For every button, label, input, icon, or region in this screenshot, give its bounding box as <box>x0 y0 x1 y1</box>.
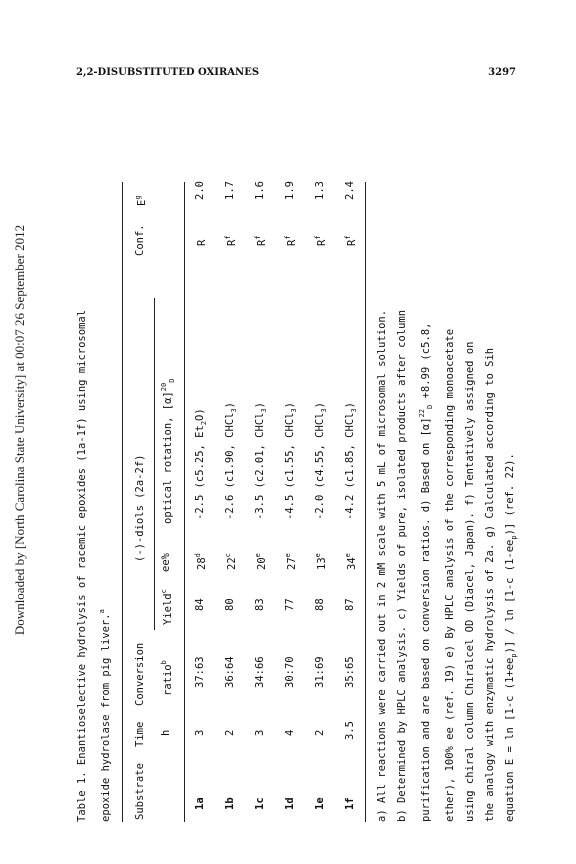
cell-ratio: 30:70 <box>284 656 296 688</box>
col-time-header: Time <box>134 721 146 747</box>
cell-e: 1.3 <box>314 181 326 200</box>
cell-yield: 77 <box>284 598 296 611</box>
cell-time: 3 <box>194 729 206 736</box>
cell-yield: 87 <box>344 598 356 611</box>
rotated-table-block <box>60 80 518 840</box>
cell-substrate: 1c <box>254 797 266 810</box>
cell-conf: $R^f$ <box>254 235 268 246</box>
col-ratio-header: ratio$^b$ <box>160 660 174 696</box>
cell-ratio: 36:64 <box>224 656 236 688</box>
footnote-line: using chiral column Chiralcel OD (Diacel, Japan). f) Tentatively assigned on <box>464 341 476 822</box>
cell-conf: $R^f$ <box>284 235 298 246</box>
cell-ee: 20e <box>254 553 268 570</box>
cell-rotation: -2.0 (c4.55, CHCl$_3$) <box>314 401 328 520</box>
cell-ee: 27e <box>284 553 298 570</box>
cell-rotation: -2.6 (c1.90, CHCl$_3$) <box>224 401 238 520</box>
cell-e: 1.6 <box>254 181 266 200</box>
cell-e: 1.9 <box>284 181 296 200</box>
cell-conf: $R^f$ <box>314 235 328 246</box>
cell-conf: R <box>196 239 208 246</box>
cell-e: 1.7 <box>224 181 236 200</box>
footnote-line: ether), 100% ee (ref. 19) e) By HPLC analysis of the corresponding monoacetate <box>444 328 456 822</box>
footnote-line: b) Determined by HPLC analysis. c) Yields of pure, isolated products after column <box>396 309 408 822</box>
cell-time: 2 <box>224 729 236 736</box>
col-conversion-header: Conversion <box>134 642 146 706</box>
download-watermark: Downloaded by [North Carolina State University] at 00:07 26 September 2012 <box>12 224 27 636</box>
cell-rotation: -3.5 (c2.01, CHCl$_3$) <box>254 401 268 520</box>
cell-yield: 88 <box>314 598 326 611</box>
col-time-unit: h <box>160 729 172 736</box>
footnote-line: equation E = ln [1-c $(1+ee_p)] / \ln [1-c$ $(1-ee_p)$] (ref. 22). <box>504 453 518 822</box>
cell-conf: $R^f$ <box>344 235 358 246</box>
col-rotation-header: optical rotation, $[\alpha]^{20}_D$ <box>160 378 176 524</box>
col-conf-header: Conf. <box>134 224 146 256</box>
cell-substrate: 1b <box>224 797 236 810</box>
cell-time: 3.5 <box>344 721 356 740</box>
cell-rotation: -2.5 (c5.25, $Et_2O$) <box>194 408 208 520</box>
cell-ee: 13e <box>314 553 328 570</box>
cell-time: 2 <box>314 729 326 736</box>
col-diols-group-header: (-)-diols (2a-2f) <box>134 454 146 562</box>
table-caption <box>72 102 116 822</box>
cell-substrate: 1a <box>194 797 206 810</box>
table-bottom-rule <box>365 182 366 822</box>
table-footnotes <box>372 92 524 822</box>
cell-e: 2.4 <box>344 181 356 200</box>
cell-ratio: 31:69 <box>314 656 326 688</box>
running-title: 2,2-DISUBSTITUTED OXIRANES <box>76 67 260 78</box>
footnote-line: purification and are based on conversion ratios. d) Based on $[\alpha]^{22}_D +8.99$ (c5.8, <box>418 322 434 822</box>
cell-yield: 84 <box>194 598 206 611</box>
cell-ratio: 37:63 <box>194 656 206 688</box>
cell-substrate: 1f <box>344 797 356 810</box>
cell-time: 3 <box>254 729 266 736</box>
cell-e: 2.0 <box>194 181 206 200</box>
col-e-header: $E^g$ <box>134 195 148 206</box>
col-ee-header: ee% <box>160 553 172 572</box>
col-substrate-header: Substrate <box>134 763 146 820</box>
cell-substrate: 1e <box>314 797 326 810</box>
cell-yield: 80 <box>224 598 236 611</box>
footnote-line: a) All reactions were carried out in 2 mM scale with 5 mL of microsomal solution. <box>376 309 388 822</box>
running-header <box>76 67 516 78</box>
cell-ratio: 34:66 <box>254 656 266 688</box>
cell-rotation: -4.5 (c1.55, CHCl$_3$) <box>284 401 298 520</box>
header-bottom-rule <box>184 182 185 822</box>
cell-time: 4 <box>284 729 296 736</box>
cell-ee: 22$^c$ <box>224 553 238 570</box>
table-top-rule <box>122 182 123 822</box>
cell-ee: 28$^d$ <box>194 553 208 570</box>
cell-rotation: -4.2 (c1.85, CHCl$_3$) <box>344 401 358 520</box>
page-number: 3297 <box>488 67 516 78</box>
caption-line-2: epoxide hydrolase from pig liver.$^a$ <box>98 609 112 822</box>
caption-footnote-mark: a <box>98 609 106 614</box>
cell-substrate: 1d <box>284 797 296 810</box>
diols-group-rule <box>154 298 155 630</box>
caption-line-1: Table 1. Enantioselective hydrolysis of racemic epoxides (1a-1f) using microsomal <box>76 309 88 822</box>
cell-yield: 83 <box>254 598 266 611</box>
col-yield-header: Yield$^c$ <box>160 589 174 625</box>
footnote-line: the analogy with enzymatic hydrolysis of 2a. g) Calculated according to Sih <box>484 347 496 822</box>
cell-ee: 34e <box>344 553 358 570</box>
cell-conf: $R^f$ <box>224 235 238 246</box>
cell-ratio: 35:65 <box>344 656 356 688</box>
